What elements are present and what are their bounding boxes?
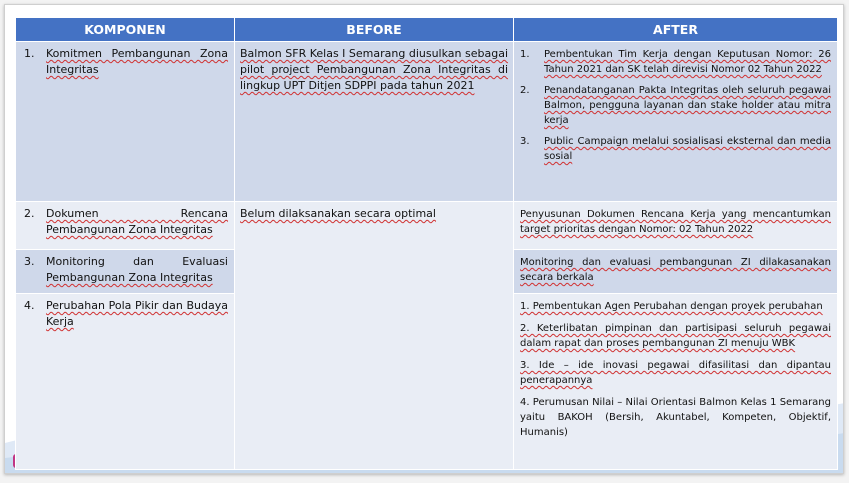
item-number: 1. xyxy=(520,49,530,60)
item-text: Penandatanganan Pakta Integritas oleh seluruh pegawai Balmon, pengguna layanan dan stake holder atau mitra kerja xyxy=(544,85,831,126)
komponen-text-line2: Pembangunan Zona Integritas xyxy=(46,222,213,236)
komponen-cell xyxy=(16,294,235,470)
list-item: 2. Keterlibatan pimpinan dan partisipasi seluruh pegawai dalam rapat dan proses pembangunan ZI menuju WBK xyxy=(520,323,831,349)
list-item xyxy=(520,134,831,164)
table-row xyxy=(16,42,838,202)
row-number: 2. xyxy=(24,207,35,220)
list-item: 4. Perumusan Nilai – Nilai Orientasi Balmon Kelas 1 Semarang yaitu BAKOH (Bersih, Akuntabel, Kompeten, Objektif, Humanis) xyxy=(520,397,831,438)
komponen-text-line1: Monitoring dan Evaluasi xyxy=(46,255,228,268)
after-cell xyxy=(514,250,838,294)
list-item xyxy=(520,47,831,77)
before-cell-merged xyxy=(235,202,514,470)
row-number: 1. xyxy=(24,47,35,60)
header-komponen: KOMPONEN xyxy=(16,18,235,42)
list-item xyxy=(520,83,831,128)
slide xyxy=(4,4,844,474)
after-list xyxy=(520,47,831,164)
komponen-text: Perubahan Pola Pikir dan Budaya Kerja xyxy=(46,299,228,328)
item-text: Pembentukan Tim Kerja dengan Keputusan Nomor: 26 Tahun 2021 dan SK telah direvisi Nomor 02 Tahun 2022 xyxy=(544,49,831,75)
header-after: AFTER xyxy=(514,18,838,42)
list-item: 3. Ide – ide inovasi pegawai difasilitasi dan dipantau penerapannya xyxy=(520,360,831,386)
header-before: BEFORE xyxy=(235,18,514,42)
after-cell xyxy=(514,42,838,202)
list-item: 1. Pembentukan Agen Perubahan dengan proyek perubahan xyxy=(520,301,823,312)
komponen-cell xyxy=(16,202,235,250)
item-text: Public Campaign melalui sosialisasi eksternal dan media sosial xyxy=(544,136,831,162)
comparison-table xyxy=(15,17,838,470)
after-text: Monitoring dan evaluasi pembangunan ZI dilakasanakan secara berkala xyxy=(520,257,831,283)
after-list xyxy=(520,299,831,440)
after-cell xyxy=(514,294,838,470)
komponen-text-line2: Pembangunan Zona Integritas xyxy=(46,270,213,284)
item-number: 3. xyxy=(520,136,530,147)
before-text: Balmon SFR Kelas I Semarang diusulkan sebagai pilot project Pembangunan Zona Integritas di lingkup UPT Ditjen SDPPI pada tahun 2021 xyxy=(240,47,508,92)
table-row xyxy=(16,202,838,250)
row-number: 4. xyxy=(24,299,35,312)
item-number: 2. xyxy=(520,85,530,96)
before-cell xyxy=(235,42,514,202)
after-cell xyxy=(514,202,838,250)
komponen-cell xyxy=(16,42,235,202)
komponen-cell xyxy=(16,250,235,294)
komponen-text: Komitmen Pembangunan Zona Integritas xyxy=(46,47,228,76)
row-number: 3. xyxy=(24,255,35,268)
table-header-row xyxy=(16,18,838,42)
komponen-text-line1: Dokumen Rencana xyxy=(46,207,228,220)
after-text: Penyusunan Dokumen Rencana Kerja yang mencantumkan target prioritas dengan Nomor: 02 Tahun 2022 xyxy=(520,209,831,235)
before-text: Belum dilaksanakan secara optimal xyxy=(240,207,436,220)
